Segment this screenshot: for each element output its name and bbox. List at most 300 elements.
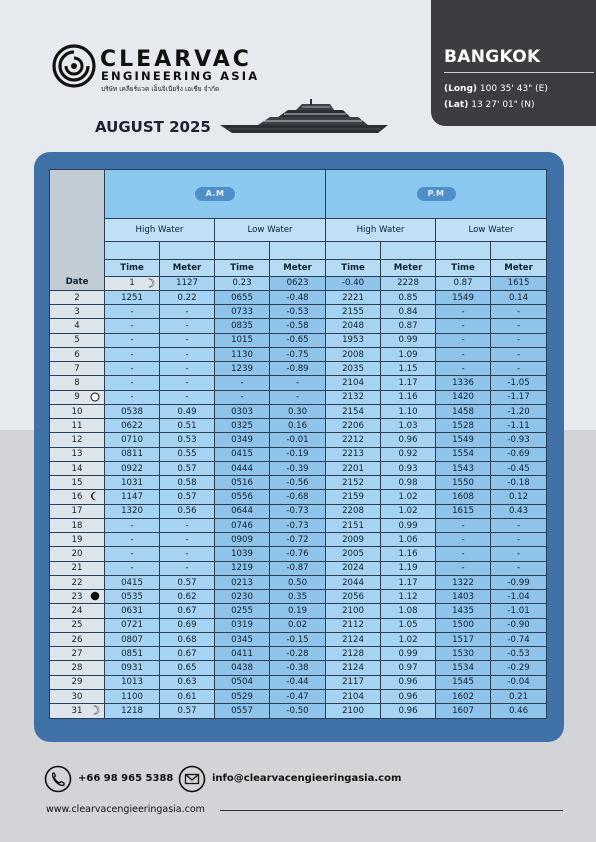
date-cell (50, 675, 105, 689)
col-header-time: Time (436, 260, 491, 276)
table-row (50, 276, 547, 290)
time-cell: 2024 (326, 561, 381, 575)
meter-cell: -0.48 (270, 290, 326, 304)
time-cell: 0835 (215, 319, 270, 333)
meter-cell: -1.01 (491, 604, 547, 618)
time-cell: 1528 (436, 419, 491, 433)
date-number: 16 (71, 492, 83, 503)
table-row (50, 647, 547, 661)
time-cell: 0415 (105, 575, 160, 589)
table-row (50, 447, 547, 461)
meter-cell: 0.30 (270, 404, 326, 418)
time-cell: 2044 (326, 575, 381, 589)
date-header: Date (50, 170, 105, 291)
meter-cell: -0.53 (491, 647, 547, 661)
meter-cell: - (270, 390, 326, 404)
meter-cell: - (160, 305, 215, 319)
time-cell: - (436, 305, 491, 319)
time-cell: 2104 (326, 689, 381, 703)
meter-cell: - (160, 561, 215, 575)
time-cell: 0622 (105, 419, 160, 433)
table-row (50, 461, 547, 475)
month-title: AUGUST 2025 (95, 118, 211, 136)
table-row (50, 476, 547, 490)
time-cell: - (105, 376, 160, 390)
date-cell (50, 376, 105, 390)
table-row (50, 404, 547, 418)
spacer-cell (160, 241, 215, 260)
time-cell: - (105, 547, 160, 561)
date-number: 8 (74, 378, 80, 389)
meter-cell: -1.11 (491, 419, 547, 433)
meter-cell: -0.75 (270, 347, 326, 361)
meter-cell: 0.85 (381, 290, 436, 304)
time-cell: 2112 (326, 618, 381, 632)
time-cell: 2056 (326, 590, 381, 604)
meter-cell: -0.18 (491, 476, 547, 490)
time-cell: 1500 (436, 618, 491, 632)
am-header (105, 170, 326, 219)
time-cell: - (105, 362, 160, 376)
meter-cell: -0.73 (270, 504, 326, 518)
time-cell: 0535 (105, 590, 160, 604)
date-number: 12 (71, 435, 83, 446)
time-cell: 1615 (436, 504, 491, 518)
time-cell: - (215, 390, 270, 404)
table-row (50, 547, 547, 561)
date-cell (50, 689, 105, 703)
time-cell: 0909 (215, 533, 270, 547)
meter-cell: 0.96 (381, 704, 436, 719)
date-cell (50, 490, 105, 504)
time-cell: 2048 (326, 319, 381, 333)
meter-cell: 0.19 (270, 604, 326, 618)
time-cell: - (105, 305, 160, 319)
time-cell: 1554 (436, 447, 491, 461)
time-cell: - (436, 347, 491, 361)
meter-cell: 1.03 (381, 419, 436, 433)
time-cell: 0319 (215, 618, 270, 632)
am-high-water-header: High Water (105, 219, 215, 242)
time-cell: 2213 (326, 447, 381, 461)
time-cell: 1015 (215, 333, 270, 347)
date-cell (50, 362, 105, 376)
mail-icon (178, 765, 206, 793)
date-number: 11 (71, 420, 83, 431)
time-cell: 2100 (326, 704, 381, 719)
meter-cell: 0.62 (160, 590, 215, 604)
time-cell: 1953 (326, 333, 381, 347)
date-cell (50, 504, 105, 518)
date-number: 7 (74, 363, 80, 374)
location-longitude (444, 84, 548, 94)
date-cell (50, 390, 105, 404)
meter-cell: -0.56 (270, 476, 326, 490)
table-row (50, 518, 547, 532)
date-number: 5 (74, 335, 80, 346)
meter-cell: 0.65 (160, 661, 215, 675)
table-row (50, 661, 547, 675)
company-logo (52, 44, 292, 94)
date-number: 30 (71, 691, 83, 702)
time-cell: 0655 (215, 290, 270, 304)
meter-cell: -0.69 (491, 447, 547, 461)
time-cell: 0644 (215, 504, 270, 518)
moon-phase-icon (90, 705, 100, 715)
meter-cell: 1.10 (381, 404, 436, 418)
col-header-meter: Meter (160, 260, 215, 276)
date-cell (50, 461, 105, 475)
meter-cell: - (491, 547, 547, 561)
date-number: 25 (71, 620, 83, 631)
time-cell: - (436, 518, 491, 532)
col-header-time: Time (215, 260, 270, 276)
pm-low-water-header: Low Water (436, 219, 547, 242)
date-number: 13 (71, 449, 83, 460)
clearvac-logo-icon (52, 44, 96, 88)
meter-cell: 0.53 (160, 433, 215, 447)
time-cell: 2104 (326, 376, 381, 390)
table-row (50, 689, 547, 703)
meter-cell: 1.02 (381, 632, 436, 646)
meter-cell: -0.29 (491, 661, 547, 675)
date-number: 9 (74, 392, 80, 403)
meter-cell: -0.90 (491, 618, 547, 632)
table-row (50, 675, 547, 689)
time-cell: 0349 (215, 433, 270, 447)
date-cell (50, 533, 105, 547)
date-number: 6 (74, 349, 80, 360)
time-cell: 0538 (105, 404, 160, 418)
meter-cell: 0.67 (160, 647, 215, 661)
meter-cell: - (491, 319, 547, 333)
meter-cell: 0.96 (381, 433, 436, 447)
time-cell: 1550 (436, 476, 491, 490)
time-cell: 1100 (105, 689, 160, 703)
meter-cell: 0.57 (160, 704, 215, 719)
longitude-label: (Long) (444, 84, 477, 94)
table-row (50, 533, 547, 547)
date-cell (50, 561, 105, 575)
date-number: 24 (71, 606, 83, 617)
time-cell: 2221 (326, 290, 381, 304)
meter-cell: 0.57 (160, 461, 215, 475)
table-row (50, 504, 547, 518)
meter-cell: 0.87 (436, 276, 491, 290)
time-cell: 1031 (105, 476, 160, 490)
spacer-cell (270, 241, 326, 260)
time-cell: - (105, 319, 160, 333)
location-panel (431, 0, 596, 126)
meter-cell: -0.45 (491, 461, 547, 475)
table-row (50, 632, 547, 646)
meter-cell: 0.46 (491, 704, 547, 719)
meter-cell: 0.67 (160, 604, 215, 618)
meter-cell: -0.65 (270, 333, 326, 347)
time-cell: 0851 (105, 647, 160, 661)
meter-cell: - (491, 533, 547, 547)
time-cell: 2152 (326, 476, 381, 490)
time-cell: 1420 (436, 390, 491, 404)
meter-cell: 1.09 (381, 347, 436, 361)
website-link[interactable]: www.clearvacengieeringasia.com (46, 804, 205, 815)
date-cell (50, 319, 105, 333)
time-cell: 2155 (326, 305, 381, 319)
meter-cell: -0.76 (270, 547, 326, 561)
table-row (50, 333, 547, 347)
time-cell: 1039 (215, 547, 270, 561)
meter-cell: - (160, 362, 215, 376)
time-cell: 0931 (105, 661, 160, 675)
time-cell: 1615 (491, 276, 547, 290)
email-address[interactable]: info@clearvacengieeringasia.com (212, 773, 402, 784)
table-row (50, 604, 547, 618)
location-latitude (444, 100, 535, 110)
time-cell: 2009 (326, 533, 381, 547)
table-row (50, 362, 547, 376)
time-cell: 0438 (215, 661, 270, 675)
date-number: 19 (71, 534, 83, 545)
date-cell (50, 632, 105, 646)
meter-cell: - (160, 390, 215, 404)
time-cell: - (105, 333, 160, 347)
date-cell (50, 419, 105, 433)
table-row (50, 319, 547, 333)
longitude-value: 100 35' 43" (E) (479, 84, 548, 94)
brand-thai-name: บริษัท เคลียร์แวค เอ็นจิเนียริ่ง เอเชีย จำกัด (101, 85, 220, 93)
meter-cell: - (160, 333, 215, 347)
time-cell: 0444 (215, 461, 270, 475)
date-number: 18 (71, 520, 83, 531)
time-cell: 1608 (436, 490, 491, 504)
time-cell: 1239 (215, 362, 270, 376)
meter-cell: -0.87 (270, 561, 326, 575)
tide-table (49, 169, 547, 719)
time-cell: 0516 (215, 476, 270, 490)
time-cell: 1218 (105, 704, 160, 719)
date-cell (105, 276, 160, 290)
date-cell (50, 647, 105, 661)
time-cell: 1251 (105, 290, 160, 304)
time-cell: 0631 (105, 604, 160, 618)
time-cell: 2201 (326, 461, 381, 475)
time-cell: 0557 (215, 704, 270, 719)
latitude-label: (Lat) (444, 100, 469, 110)
col-header-time: Time (105, 260, 160, 276)
time-cell: 2124 (326, 632, 381, 646)
meter-cell: 0.51 (160, 419, 215, 433)
time-cell: 1607 (436, 704, 491, 719)
time-cell: 0345 (215, 632, 270, 646)
meter-cell: -0.89 (270, 362, 326, 376)
meter-cell: -0.99 (491, 575, 547, 589)
time-cell: 2117 (326, 675, 381, 689)
date-cell (50, 590, 105, 604)
time-cell: 1435 (436, 604, 491, 618)
meter-cell: -0.93 (491, 433, 547, 447)
meter-cell: -0.38 (270, 661, 326, 675)
date-number: 28 (71, 663, 83, 674)
date-cell (50, 604, 105, 618)
meter-cell: 1.02 (381, 490, 436, 504)
date-number: 31 (71, 706, 83, 717)
date-number: 29 (71, 677, 83, 688)
meter-cell: 0.56 (160, 504, 215, 518)
meter-cell: - (160, 547, 215, 561)
meter-cell: 0.02 (270, 618, 326, 632)
meter-cell: 1.16 (381, 547, 436, 561)
meter-cell: -0.19 (270, 447, 326, 461)
date-number: 20 (71, 549, 83, 560)
time-cell: 1403 (436, 590, 491, 604)
date-number: 23 (71, 591, 83, 602)
date-cell (50, 433, 105, 447)
time-cell: - (105, 347, 160, 361)
location-divider (444, 72, 594, 73)
time-cell: 2100 (326, 604, 381, 618)
time-cell: 1543 (436, 461, 491, 475)
time-cell: - (436, 533, 491, 547)
time-cell: 1127 (160, 276, 215, 290)
table-row (50, 590, 547, 604)
date-cell (50, 347, 105, 361)
moon-phase-icon (145, 278, 155, 288)
date-cell (50, 575, 105, 589)
meter-cell: 0.57 (160, 490, 215, 504)
meter-cell: 1.19 (381, 561, 436, 575)
meter-cell: -0.01 (270, 433, 326, 447)
spacer-cell (215, 241, 270, 260)
time-cell: - (436, 547, 491, 561)
footer-divider (220, 810, 563, 811)
moon-phase-icon (90, 491, 100, 501)
meter-cell: - (160, 319, 215, 333)
meter-cell: -0.44 (270, 675, 326, 689)
time-cell: 1545 (436, 675, 491, 689)
time-cell: 2212 (326, 433, 381, 447)
brand-subtitle: ENGINEERING ASIA (101, 69, 260, 83)
time-cell: - (436, 319, 491, 333)
time-cell: 0325 (215, 419, 270, 433)
meter-cell: - (491, 347, 547, 361)
time-cell: 0811 (105, 447, 160, 461)
phone-icon (44, 765, 72, 793)
date-number: 3 (74, 306, 80, 317)
meter-cell: -1.20 (491, 404, 547, 418)
table-row (50, 305, 547, 319)
meter-cell: 0.99 (381, 518, 436, 532)
time-cell: 1602 (436, 689, 491, 703)
date-cell (50, 290, 105, 304)
time-cell: 2005 (326, 547, 381, 561)
phone-number[interactable]: +66 98 965 5388 (78, 773, 174, 784)
table-row (50, 390, 547, 404)
time-cell: 2228 (381, 276, 436, 290)
time-cell: 1336 (436, 376, 491, 390)
meter-cell: - (270, 376, 326, 390)
time-cell: 0623 (270, 276, 326, 290)
table-row (50, 376, 547, 390)
meter-cell: 0.68 (160, 632, 215, 646)
col-header-meter: Meter (381, 260, 436, 276)
meter-cell: - (491, 305, 547, 319)
meter-cell: 1.08 (381, 604, 436, 618)
meter-cell: 0.50 (270, 575, 326, 589)
time-cell: 2128 (326, 647, 381, 661)
time-cell: - (105, 561, 160, 575)
spacer-cell (326, 241, 381, 260)
date-number: 21 (71, 563, 83, 574)
time-cell: - (436, 561, 491, 575)
time-cell: 0303 (215, 404, 270, 418)
meter-cell: 0.69 (160, 618, 215, 632)
spacer-cell (381, 241, 436, 260)
table-row (50, 419, 547, 433)
time-cell: 0415 (215, 447, 270, 461)
date-cell (50, 661, 105, 675)
meter-cell: -0.04 (491, 675, 547, 689)
meter-cell: - (491, 561, 547, 575)
meter-cell: 0.99 (381, 333, 436, 347)
col-header-meter: Meter (491, 260, 547, 276)
meter-cell: 0.97 (381, 661, 436, 675)
time-cell: 0733 (215, 305, 270, 319)
table-row (50, 618, 547, 632)
date-number: 26 (71, 634, 83, 645)
am-label: A.M (195, 187, 236, 201)
meter-cell: 0.21 (491, 689, 547, 703)
date-number: 10 (71, 406, 83, 417)
meter-cell: 0.22 (160, 290, 215, 304)
date-number: 27 (71, 648, 83, 659)
am-low-water-header: Low Water (215, 219, 326, 242)
date-number: 15 (71, 477, 83, 488)
time-cell: 1549 (436, 433, 491, 447)
time-cell: 1534 (436, 661, 491, 675)
meter-cell: - (160, 376, 215, 390)
col-header-meter: Meter (270, 260, 326, 276)
time-cell: 2035 (326, 362, 381, 376)
time-cell: 2124 (326, 661, 381, 675)
time-cell: 2206 (326, 419, 381, 433)
time-cell: 1219 (215, 561, 270, 575)
time-cell: 2159 (326, 490, 381, 504)
moon-phase-icon (90, 591, 100, 601)
meter-cell: 0.14 (491, 290, 547, 304)
meter-cell: 0.55 (160, 447, 215, 461)
meter-cell: - (491, 333, 547, 347)
meter-cell: 0.93 (381, 461, 436, 475)
pm-label: P.M (417, 187, 456, 201)
meter-cell: 1.12 (381, 590, 436, 604)
time-cell: 2151 (326, 518, 381, 532)
ship-icon (218, 97, 398, 137)
meter-cell: 0.49 (160, 404, 215, 418)
time-cell: - (436, 333, 491, 347)
meter-cell: 0.23 (215, 276, 270, 290)
spacer-cell (436, 241, 491, 260)
meter-cell: 0.57 (160, 575, 215, 589)
col-header-time: Time (326, 260, 381, 276)
time-cell: - (105, 390, 160, 404)
meter-cell: 1.17 (381, 376, 436, 390)
meter-cell: -0.68 (270, 490, 326, 504)
table-row (50, 490, 547, 504)
time-cell: 0411 (215, 647, 270, 661)
meter-cell: -0.53 (270, 305, 326, 319)
time-cell: 0213 (215, 575, 270, 589)
meter-cell: -0.40 (326, 276, 381, 290)
